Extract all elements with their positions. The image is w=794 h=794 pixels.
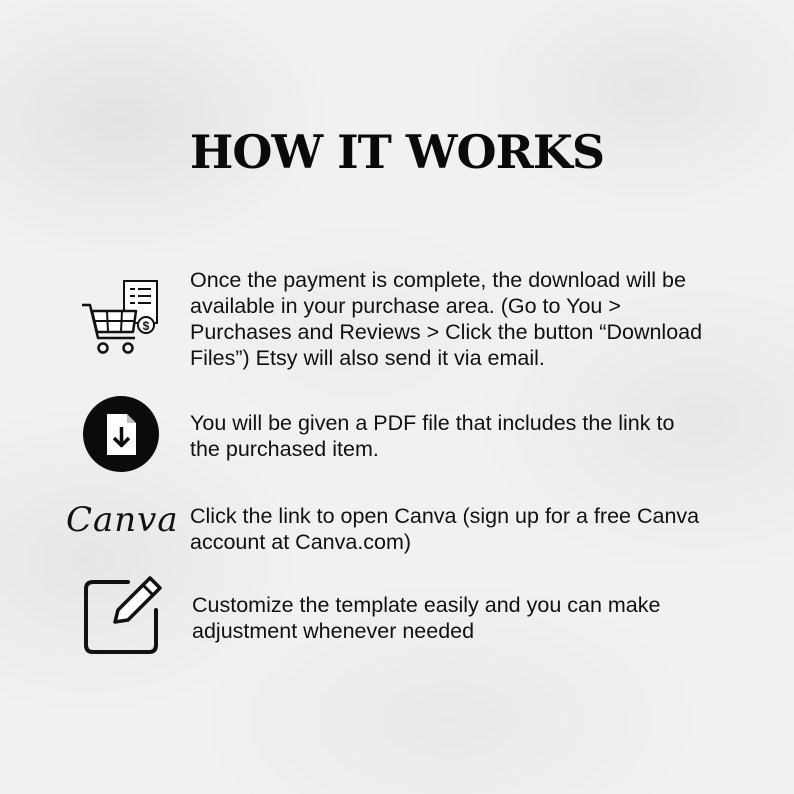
pdf-download-icon: [81, 394, 161, 474]
edit-pencil-icon: [82, 574, 164, 656]
step-1-text: Once the payment is complete, the download will be available in your purchase area. (Go to You > Purchases and Reviews > Click the button “Download Files”) Etsy will also send it via email.: [190, 268, 703, 370]
shopping-cart-receipt-icon: [78, 278, 164, 360]
svg-text:$: $: [142, 319, 150, 333]
page-title: HOW IT WORKS: [189, 125, 605, 179]
step-2-text: You will be given a PDF file that includes the link to the purchased item.: [190, 411, 675, 461]
step-3-text: Click the link to open Canva (sign up for a free Canva account at Canva.com): [190, 504, 700, 554]
canva-logo: Canva: [66, 500, 179, 540]
step-4-text: Customize the template easily and you can make adjustment whenever needed: [192, 593, 661, 643]
